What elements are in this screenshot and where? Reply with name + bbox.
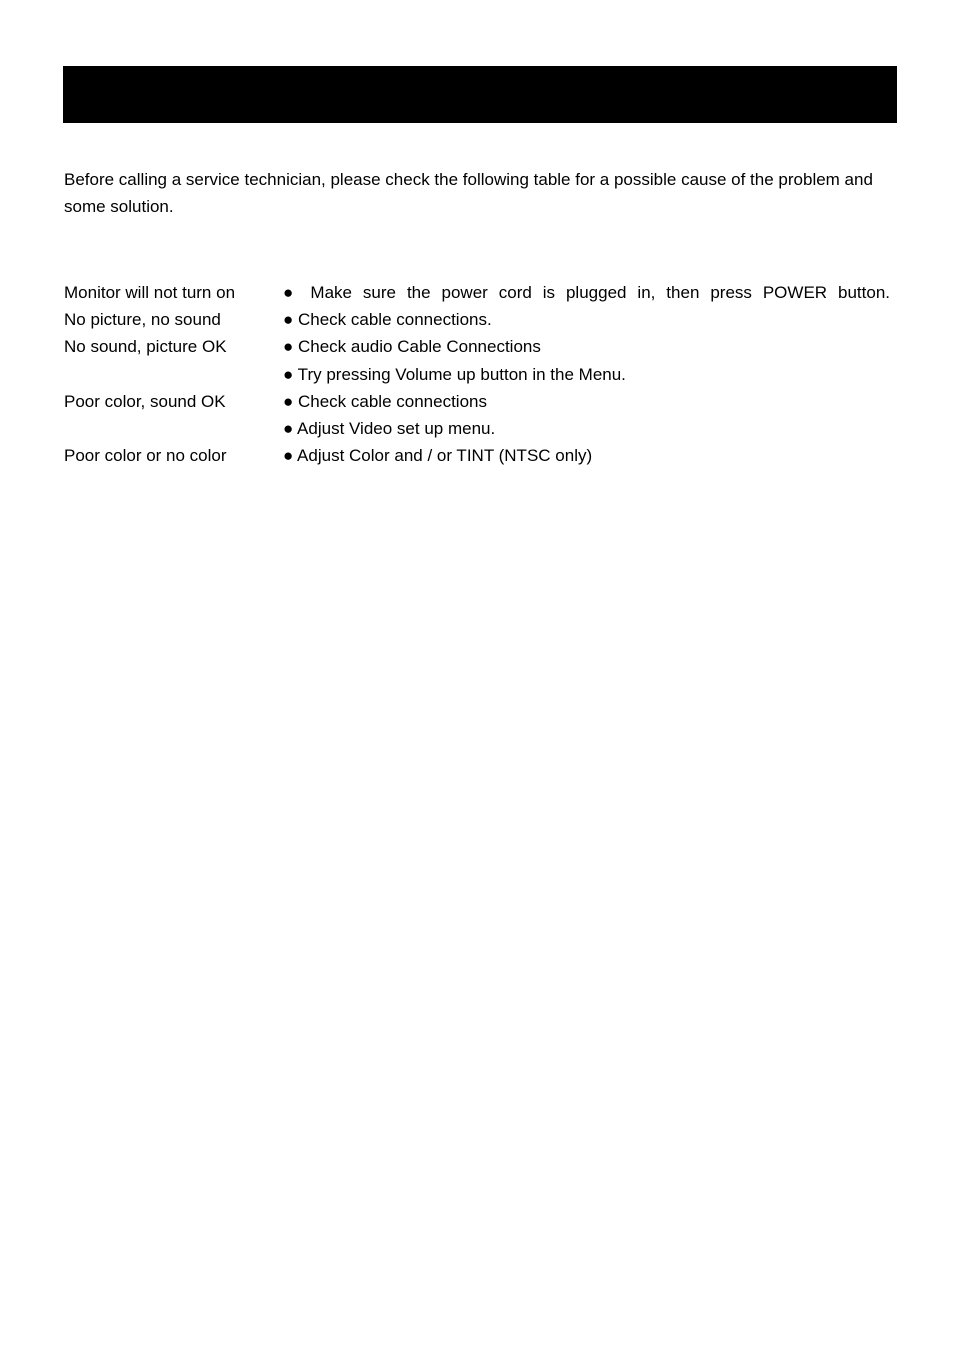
problem-cell: Poor color, sound OK: [64, 391, 226, 411]
problem-cell: Monitor will not turn on: [64, 282, 236, 302]
table-row: [64, 279, 890, 306]
solution-cell: ● Adjust Video set up menu.: [283, 419, 496, 439]
problem-cell: Poor color or no color: [64, 446, 227, 466]
problem-cell: No sound, picture OK: [64, 337, 227, 357]
problem-cell: No picture, no sound: [64, 309, 221, 329]
table-row: [64, 334, 890, 361]
table-row: [64, 443, 890, 470]
solution-cell: ● Make sure the power cord is plugged in, then press POWER button.: [283, 282, 890, 302]
solution-cell: ● Check audio Cable Connections: [283, 337, 541, 357]
solution-cell: ● Check cable connections: [283, 391, 487, 411]
table-row: [64, 388, 890, 415]
solution-cell: ● Adjust Color and / or TINT (NTSC only): [283, 446, 593, 466]
troubleshooting-table: [64, 279, 890, 470]
solution-cell: ● Check cable connections.: [283, 309, 492, 329]
intro-paragraph: Before calling a service technician, please check the following table for a possible cause of the problem and some solution.: [64, 170, 873, 216]
header-bar: [63, 66, 897, 123]
table-row: [64, 415, 890, 442]
solution-cell: ● Try pressing Volume up button in the Menu.: [283, 364, 626, 384]
table-row: [64, 361, 890, 388]
table-row: [64, 306, 890, 333]
